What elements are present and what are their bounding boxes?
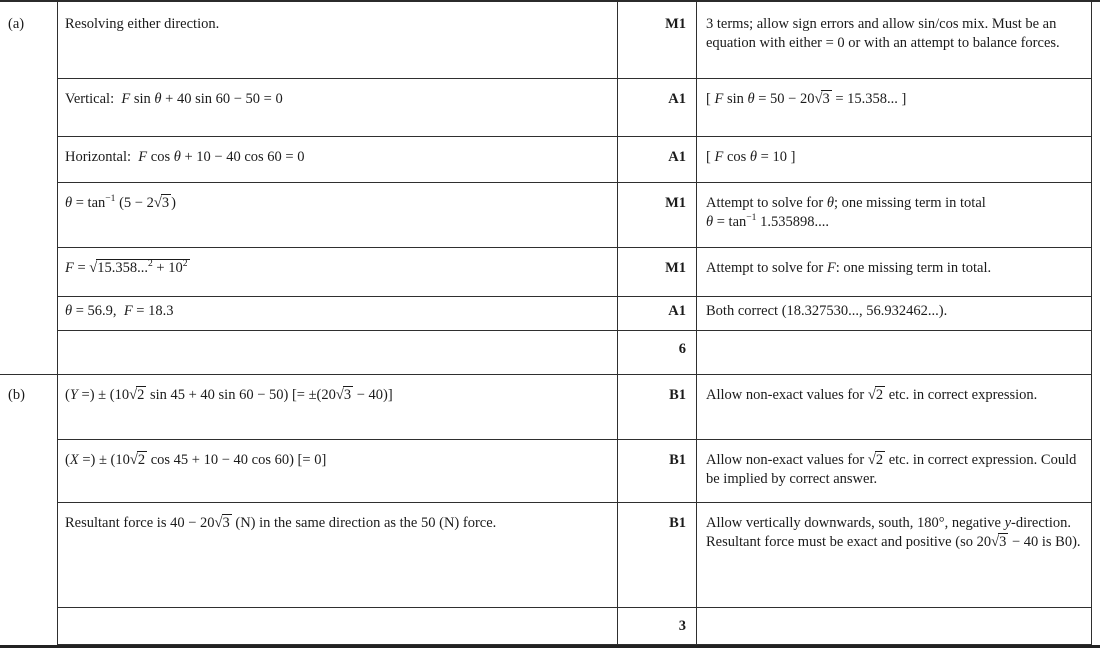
sqrt-radical: √3 <box>214 515 230 531</box>
sqrt-radical: √2 <box>129 387 145 403</box>
section-total-row <box>0 331 1100 375</box>
mark-cell: M1 <box>618 248 697 297</box>
working-cell: (Y =) ± (10√2 sin 45 + 40 sin 60 − 50) [= ±(20√3 − 40)] <box>58 375 618 440</box>
working-cell: Resolving either direction. <box>58 2 618 79</box>
table-right-margin <box>1092 440 1100 503</box>
mark-scheme-row <box>0 503 1100 608</box>
sqrt-radical: √3 <box>335 387 352 403</box>
mark-cell: M1 <box>618 2 697 79</box>
working-cell: Horizontal: F cos θ + 10 − 40 cos 60 = 0 <box>58 137 618 183</box>
sqrt-radical: √2 <box>867 452 884 468</box>
table-right-margin <box>1092 331 1100 375</box>
mark-scheme-row <box>0 440 1100 503</box>
sqrt-radical: √2 <box>867 387 884 403</box>
mark-scheme-row <box>0 297 1100 331</box>
table-right-margin <box>1092 137 1100 183</box>
part-label: (a) <box>0 2 58 79</box>
notes-cell: Allow vertically downwards, south, 180°, negative y-direction. Resultant force must be exact and positive (so 20√3 − 40 is B0). <box>697 503 1092 608</box>
part-label <box>0 183 58 248</box>
mark-scheme-row <box>0 2 1100 79</box>
working-cell: Resultant force is 40 − 20√3 (N) in the same direction as the 50 (N) force. <box>58 503 618 608</box>
table-right-margin <box>1092 2 1100 79</box>
table-right-margin <box>1092 608 1100 645</box>
mark-scheme-row <box>0 375 1100 440</box>
section-total-row <box>0 608 1100 645</box>
mark-cell: A1 <box>618 137 697 183</box>
table-right-margin <box>1092 375 1100 440</box>
notes-cell: Allow non-exact values for √2 etc. in correct expression. <box>697 375 1092 440</box>
mark-cell: M1 <box>618 183 697 248</box>
part-label <box>0 248 58 297</box>
mark-scheme-row <box>0 137 1100 183</box>
mark-scheme-row <box>0 183 1100 248</box>
working-cell: (X =) ± (10√2 cos 45 + 10 − 40 cos 60) [= 0] <box>58 440 618 503</box>
notes-cell: [ F sin θ = 50 − 20√3 = 15.358... ] <box>697 79 1092 137</box>
table-right-margin <box>1092 297 1100 331</box>
part-label <box>0 79 58 137</box>
mark-cell: A1 <box>618 79 697 137</box>
working-cell <box>58 331 618 375</box>
sqrt-radical: √3 <box>814 91 830 107</box>
notes-cell: Allow non-exact values for √2 etc. in correct expression. Could be implied by correct answer. <box>697 440 1092 503</box>
sqrt-radical: √3 <box>991 534 1007 551</box>
notes-cell: Attempt to solve for θ; one missing term in total $\theta = \tan^{-1} 1.535898$.... <box>697 183 1092 248</box>
working-cell <box>58 608 618 645</box>
part-label <box>0 297 58 331</box>
part-label <box>0 440 58 503</box>
mark-cell: A1 <box>618 297 697 331</box>
working-cell: Vertical: F sin θ + 40 sin 60 − 50 = 0 <box>58 79 618 137</box>
table-right-margin <box>1092 79 1100 137</box>
notes-cell: Attempt to solve for F: one missing term in total. <box>697 248 1092 297</box>
mark-scheme-row <box>0 79 1100 137</box>
part-label <box>0 331 58 375</box>
mark-cell: B1 <box>618 503 697 608</box>
part-label <box>0 608 58 645</box>
table-right-margin <box>1092 183 1100 248</box>
part-label <box>0 503 58 608</box>
sqrt-radical: $√15.358...^2 + 10^2$ <box>89 258 188 276</box>
mark-cell: B1 <box>618 440 697 503</box>
mark-scheme-row <box>0 248 1100 297</box>
mark-cell: B1 <box>618 375 697 440</box>
notes-cell <box>697 608 1092 645</box>
working-cell: $F = √15.358...^2 + 10^2$ <box>58 248 618 297</box>
part-label: (b) <box>0 375 58 440</box>
sqrt-radical: √2 <box>129 452 146 468</box>
section-total-marks: 3 <box>618 608 697 645</box>
notes-cell: [ F cos θ = 10 ] <box>697 137 1092 183</box>
sqrt-radical: √3 <box>153 195 170 211</box>
notes-cell: 3 terms; allow sign errors and allow sin/cos mix. Must be an equation with either = 0 or with an attempt to balance forces. <box>697 2 1092 79</box>
section-total-marks: 6 <box>618 331 697 375</box>
table-right-margin <box>1092 503 1100 608</box>
working-cell: θ = 56.9, F = 18.3 <box>58 297 618 331</box>
part-label <box>0 137 58 183</box>
notes-cell: Both correct (18.327530..., 56.932462...). <box>697 297 1092 331</box>
table-right-margin <box>1092 248 1100 297</box>
notes-cell <box>697 331 1092 375</box>
working-cell: $\theta = \tan^{-1} (5 - 2√3$ ) <box>58 183 618 248</box>
